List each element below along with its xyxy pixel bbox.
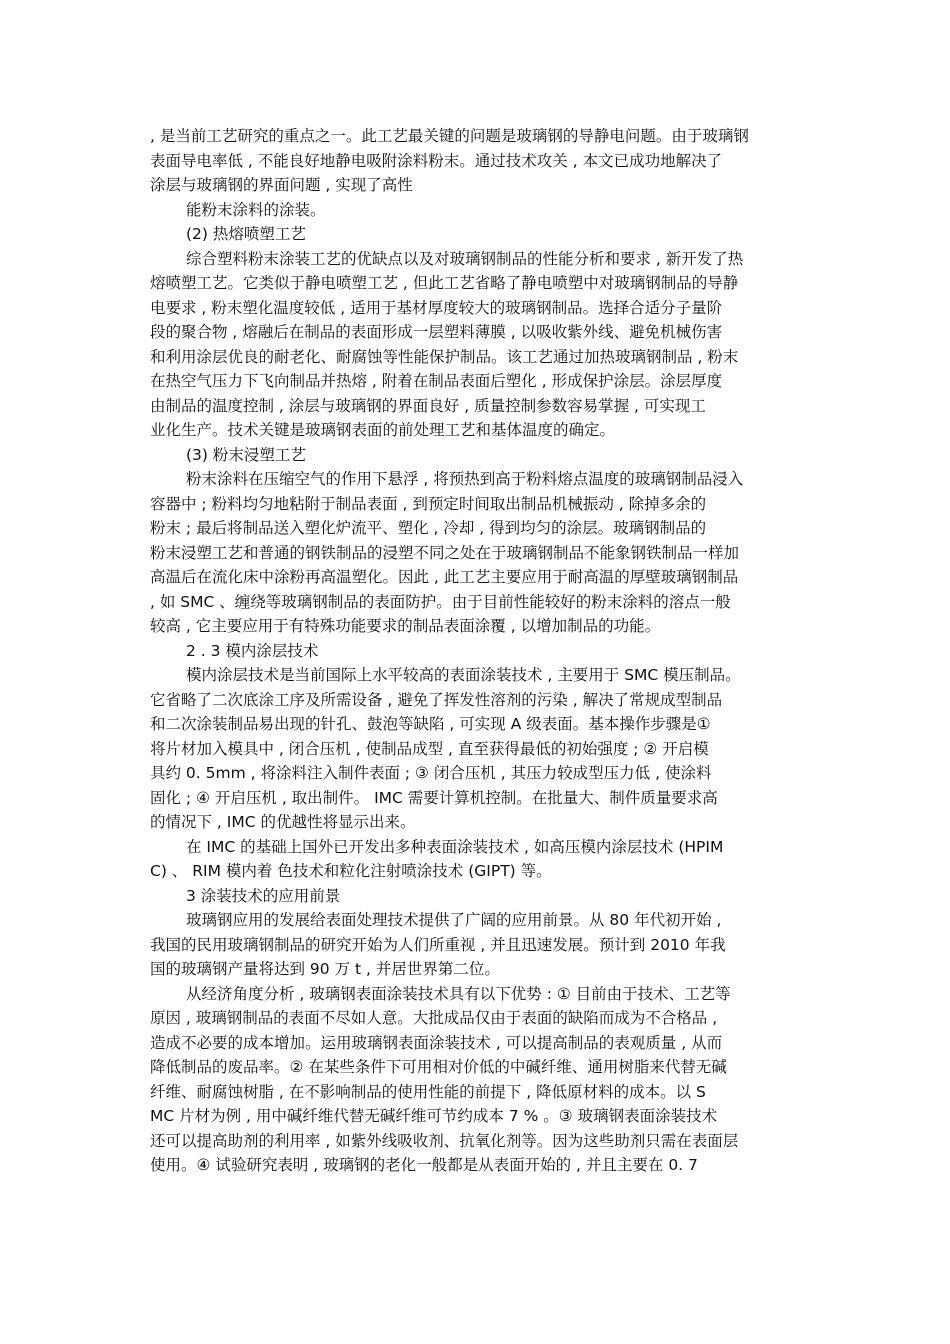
text-line: 固化 ; ④ 开启压机 , 取出制件。 IMC 需要计算机控制。在批量大、制件质量要求高 — [150, 788, 718, 807]
body-text — [150, 124, 800, 1178]
text-line: 的情况下 , IMC 的优越性将显示出来。 — [150, 813, 416, 831]
text-line: , 如 SMC 、缠绕等玻璃钢制品的表面防护。由于目前性能较好的粉末涂料的溶点一般 — [150, 592, 731, 611]
section-heading: (3) 粉末浸塑工艺 — [186, 445, 306, 464]
text-line: 容器中 ; 粉料均匀地粘附于制品表面 , 到预定时间取出制品机械振动 , 除掉多余的 — [150, 494, 707, 513]
text-line: 高温后在流化床中涂粉再高温塑化。因此 , 此工艺主要应用于耐高温的厚壁玻璃钢制品 — [150, 568, 739, 586]
text-line: 熔喷塑工艺。它类似于静电喷塑工艺 , 但此工艺省略了静电喷塑中对玻璃钢制品的导静 — [150, 274, 739, 292]
text-line: 业化生产。技术关键是玻璃钢表面的前处理工艺和基体温度的确定。 — [150, 421, 616, 439]
text-line: 玻璃钢应用的发展给表面处理技术提供了广阔的应用前景。从 80 年代初开始 , — [186, 911, 722, 929]
text-line: 在 IMC 的基础上国外已开发出多种表面涂装技术 , 如高压模内涂层技术 (HPIM — [186, 837, 724, 856]
text-line: 国的玻璃钢产量将达到 90 万 t , 并居世界第二位。 — [150, 960, 500, 978]
section-heading: 2 . 3 模内涂层技术 — [186, 641, 319, 660]
text-line: 段的聚合物 , 熔融后在制品的表面形成一层塑料薄膜 , 以吸收紫外线、避免机械伤害 — [150, 323, 723, 341]
text-line: 综合塑料粉末涂装工艺的优缺点以及对玻璃钢制品的性能分析和要求 , 新开发了热 — [186, 249, 744, 268]
text-line: 具约 0. 5mm , 将涂料注入制件表面 ; ③ 闭合压机 , 其压力较成型压力低 , 使涂料 — [150, 764, 712, 782]
text-line: C) 、 RIM 模内着 色技术和粒化注射喷涂技术 (GIPT) 等。 — [150, 862, 552, 880]
text-line: 在热空气压力下飞向制品并热熔 , 附着在制品表面后塑化 , 形成保护涂层。涂层厚度 — [150, 372, 723, 390]
text-line: 由制品的温度控制 , 涂层与玻璃钢的界面良好 , 质量控制参数容易掌握 , 可实现工 — [150, 396, 706, 415]
text-line: 能粉末涂料的涂装。 — [186, 200, 326, 219]
text-line: 表面导电率低 , 不能良好地静电吸附涂料粉末。通过技术攻关 , 本文已成功地解决了 — [150, 151, 723, 170]
text-line: 原因 , 玻璃钢制品的表面不尽如人意。大批成品仅由于表面的缺陷而成为不合格品 , — [150, 1009, 718, 1027]
text-line: 将片材加入模具中 , 闭合压机 , 使制品成型 , 直至获得最低的初始强度 ; ② 开启模 — [150, 739, 709, 758]
text-line: 和利用涂层优良的耐老化、耐腐蚀等性能保护制品。该工艺通过加热玻璃钢制品 , 粉末 — [150, 347, 739, 366]
text-line: 和二次涂装制品易出现的针孔、鼓泡等缺陷 , 可实现 A 级表面。基本操作步骤是① — [150, 715, 711, 733]
text-line: 还可以提高助剂的利用率 , 如紫外线吸收剂、抗氧化剂等。因为这些助剂只需在表面层 — [150, 1131, 739, 1150]
text-line: 降低制品的废品率。② 在某些条件下可用相对价低的中碱纤维、通用树脂来代替无碱 — [150, 1058, 727, 1076]
text-line: , 是当前工艺研究的重点之一。此工艺最关键的问题是玻璃钢的导静电问题。由于玻璃钢 — [150, 127, 749, 145]
text-line: 造成不必要的成本增加。运用玻璃钢表面涂装技术 , 可以提高制品的表观质量 , 从而 — [150, 1033, 723, 1052]
text-line: MC 片材为例 , 用中碱纤维代替无碱纤维可节约成本 7 % 。③ 玻璃钢表面涂装技术 — [150, 1107, 718, 1125]
text-line: 电要求 , 粉末塑化温度较低 , 适用于基材厚度较大的玻璃钢制品。选择合适分子量阶 — [150, 298, 723, 317]
text-line: 粉末 ; 最后将制品送入塑化炉流平、塑化 , 冷却 , 得到均匀的涂层。玻璃钢制品的 — [150, 519, 707, 537]
text-line: 从经济角度分析 , 玻璃钢表面涂装技术具有以下优势 : ① 目前由于技术、工艺等 — [186, 984, 731, 1003]
text-line: 我国的民用玻璃钢制品的研究开始为人们所重视 , 并且迅速发展。预计到 2010 年我 — [150, 935, 726, 954]
text-line: 涂层与玻璃钢的界面问题 , 实现了高性 — [150, 176, 413, 194]
text-line: 它省略了二次底涂工序及所需设备 , 避免了挥发性溶剂的污染 , 解决了常规成型制品 — [150, 690, 723, 709]
text-line: 使用。④ 试验研究表明 , 玻璃钢的老化一般都是从表面开始的 , 并且主要在 0. 7 — [150, 1156, 698, 1174]
section-heading: 3 涂装技术的应用前景 — [186, 886, 341, 905]
text-line: 较高 , 它主要应用于有特殊功能要求的制品表面涂覆 , 以增加制品的功能。 — [150, 617, 661, 635]
text-line: 纤维、耐腐蚀树脂 , 在不影响制品的使用性能的前提下 , 降低原材料的成本。以 S — [150, 1082, 706, 1101]
text-line: 粉末浸塑工艺和普通的钢铁制品的浸塑不同之处在于玻璃钢制品不能象钢铁制品一样加 — [150, 543, 740, 562]
text-line: 粉末涂料在压缩空气的作用下悬浮 , 将预热到高于粉料熔点温度的玻璃钢制品浸入 — [186, 470, 744, 488]
section-heading: (2) 热熔喷塑工艺 — [186, 225, 306, 243]
text-line: 模内涂层技术是当前国际上水平较高的表面涂装技术 , 主要用于 SMC 模压制品。 — [186, 666, 741, 684]
